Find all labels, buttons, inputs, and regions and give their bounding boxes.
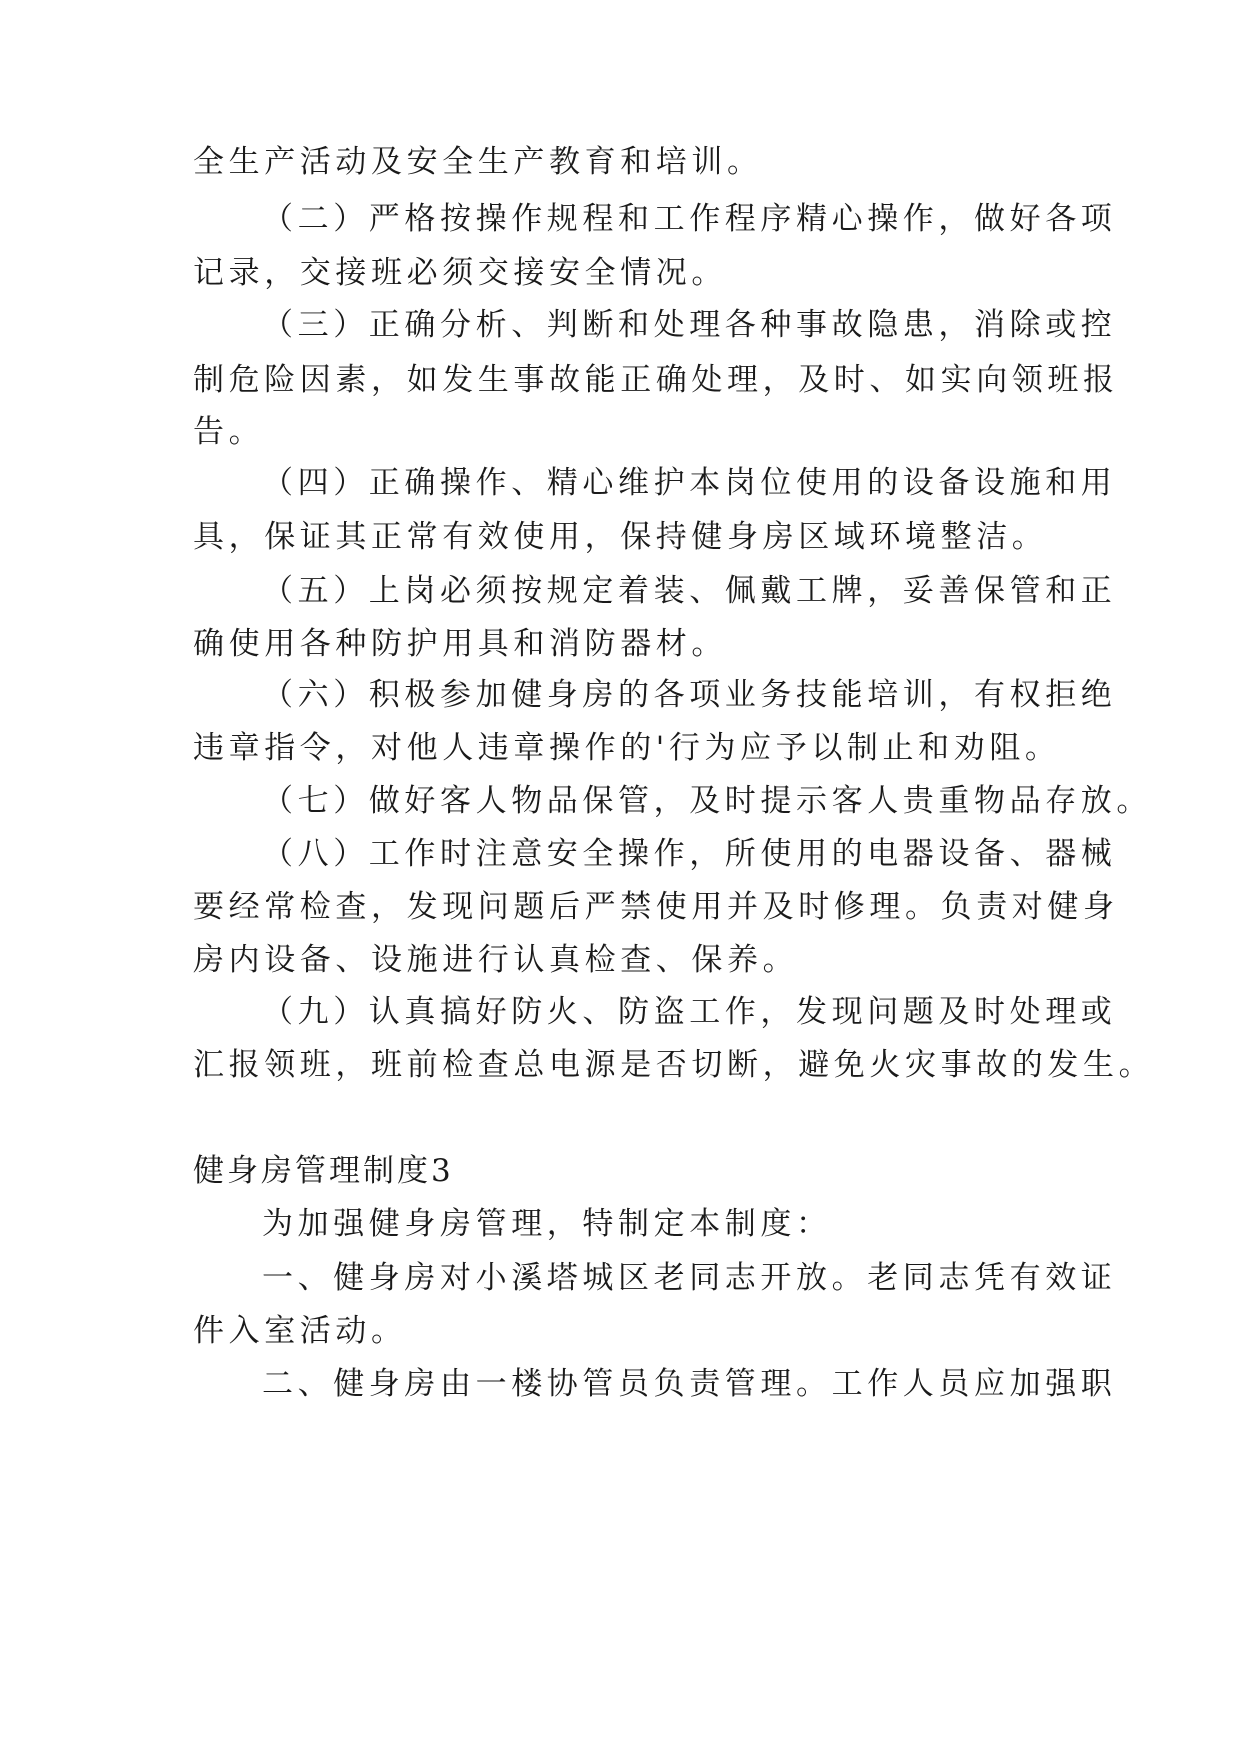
paragraph-line: （四）正确操作、精心维护本岗位使用的设备设施和用	[262, 465, 1117, 501]
paragraph-line: （三）正确分析、判断和处理各种事故隐患，消除或控	[262, 307, 1117, 343]
paragraph-line: （九）认真搞好防火、防盗工作，发现问题及时处理或	[262, 994, 1117, 1030]
paragraph-line: 确使用各种防护用具和消防器材。	[193, 626, 727, 662]
paragraph-line: 全生产活动及安全生产教育和培训。	[193, 144, 763, 180]
paragraph-line: （七）做好客人物品保管，及时提示客人贵重物品存放。	[262, 783, 1152, 819]
paragraph-line: 具，保证其正常有效使用，保持健身房区域环境整洁。	[193, 519, 1048, 555]
paragraph-line: 告。	[193, 414, 265, 450]
paragraph-line: 二、健身房由一楼协管员负责管理。工作人员应加强职	[262, 1366, 1117, 1402]
paragraph-line: 为加强健身房管理，特制定本制度：	[262, 1206, 832, 1242]
paragraph-line: （六）积极参加健身房的各项业务技能培训，有权拒绝	[262, 677, 1117, 713]
paragraph-line: 一、健身房对小溪塔城区老同志开放。老同志凭有效证	[262, 1260, 1117, 1296]
paragraph-line: 汇报领班，班前检查总电源是否切断，避免火灾事故的发生。	[193, 1047, 1155, 1083]
paragraph-line: 违章指令，对他人违章操作的'行为应予以制止和劝阻。	[193, 730, 1061, 766]
paragraph-line: （八）工作时注意安全操作，所使用的电器设备、器械	[262, 836, 1117, 872]
paragraph-line: 件入室活动。	[193, 1313, 407, 1349]
section-heading: 健身房管理制度3	[193, 1153, 454, 1189]
paragraph-line: 记录，交接班必须交接安全情况。	[193, 255, 727, 291]
paragraph-line: 制危险因素，如发生事故能正确处理，及时、如实向领班报	[193, 362, 1119, 398]
paragraph-line: （二）严格按操作规程和工作程序精心操作，做好各项	[262, 201, 1117, 237]
paragraph-line: 房内设备、设施进行认真检查、保养。	[193, 942, 799, 978]
paragraph-line: （五）上岗必须按规定着装、佩戴工牌，妥善保管和正	[262, 573, 1117, 609]
paragraph-line: 要经常检查，发现问题后严禁使用并及时修理。负责对健身	[193, 889, 1119, 925]
